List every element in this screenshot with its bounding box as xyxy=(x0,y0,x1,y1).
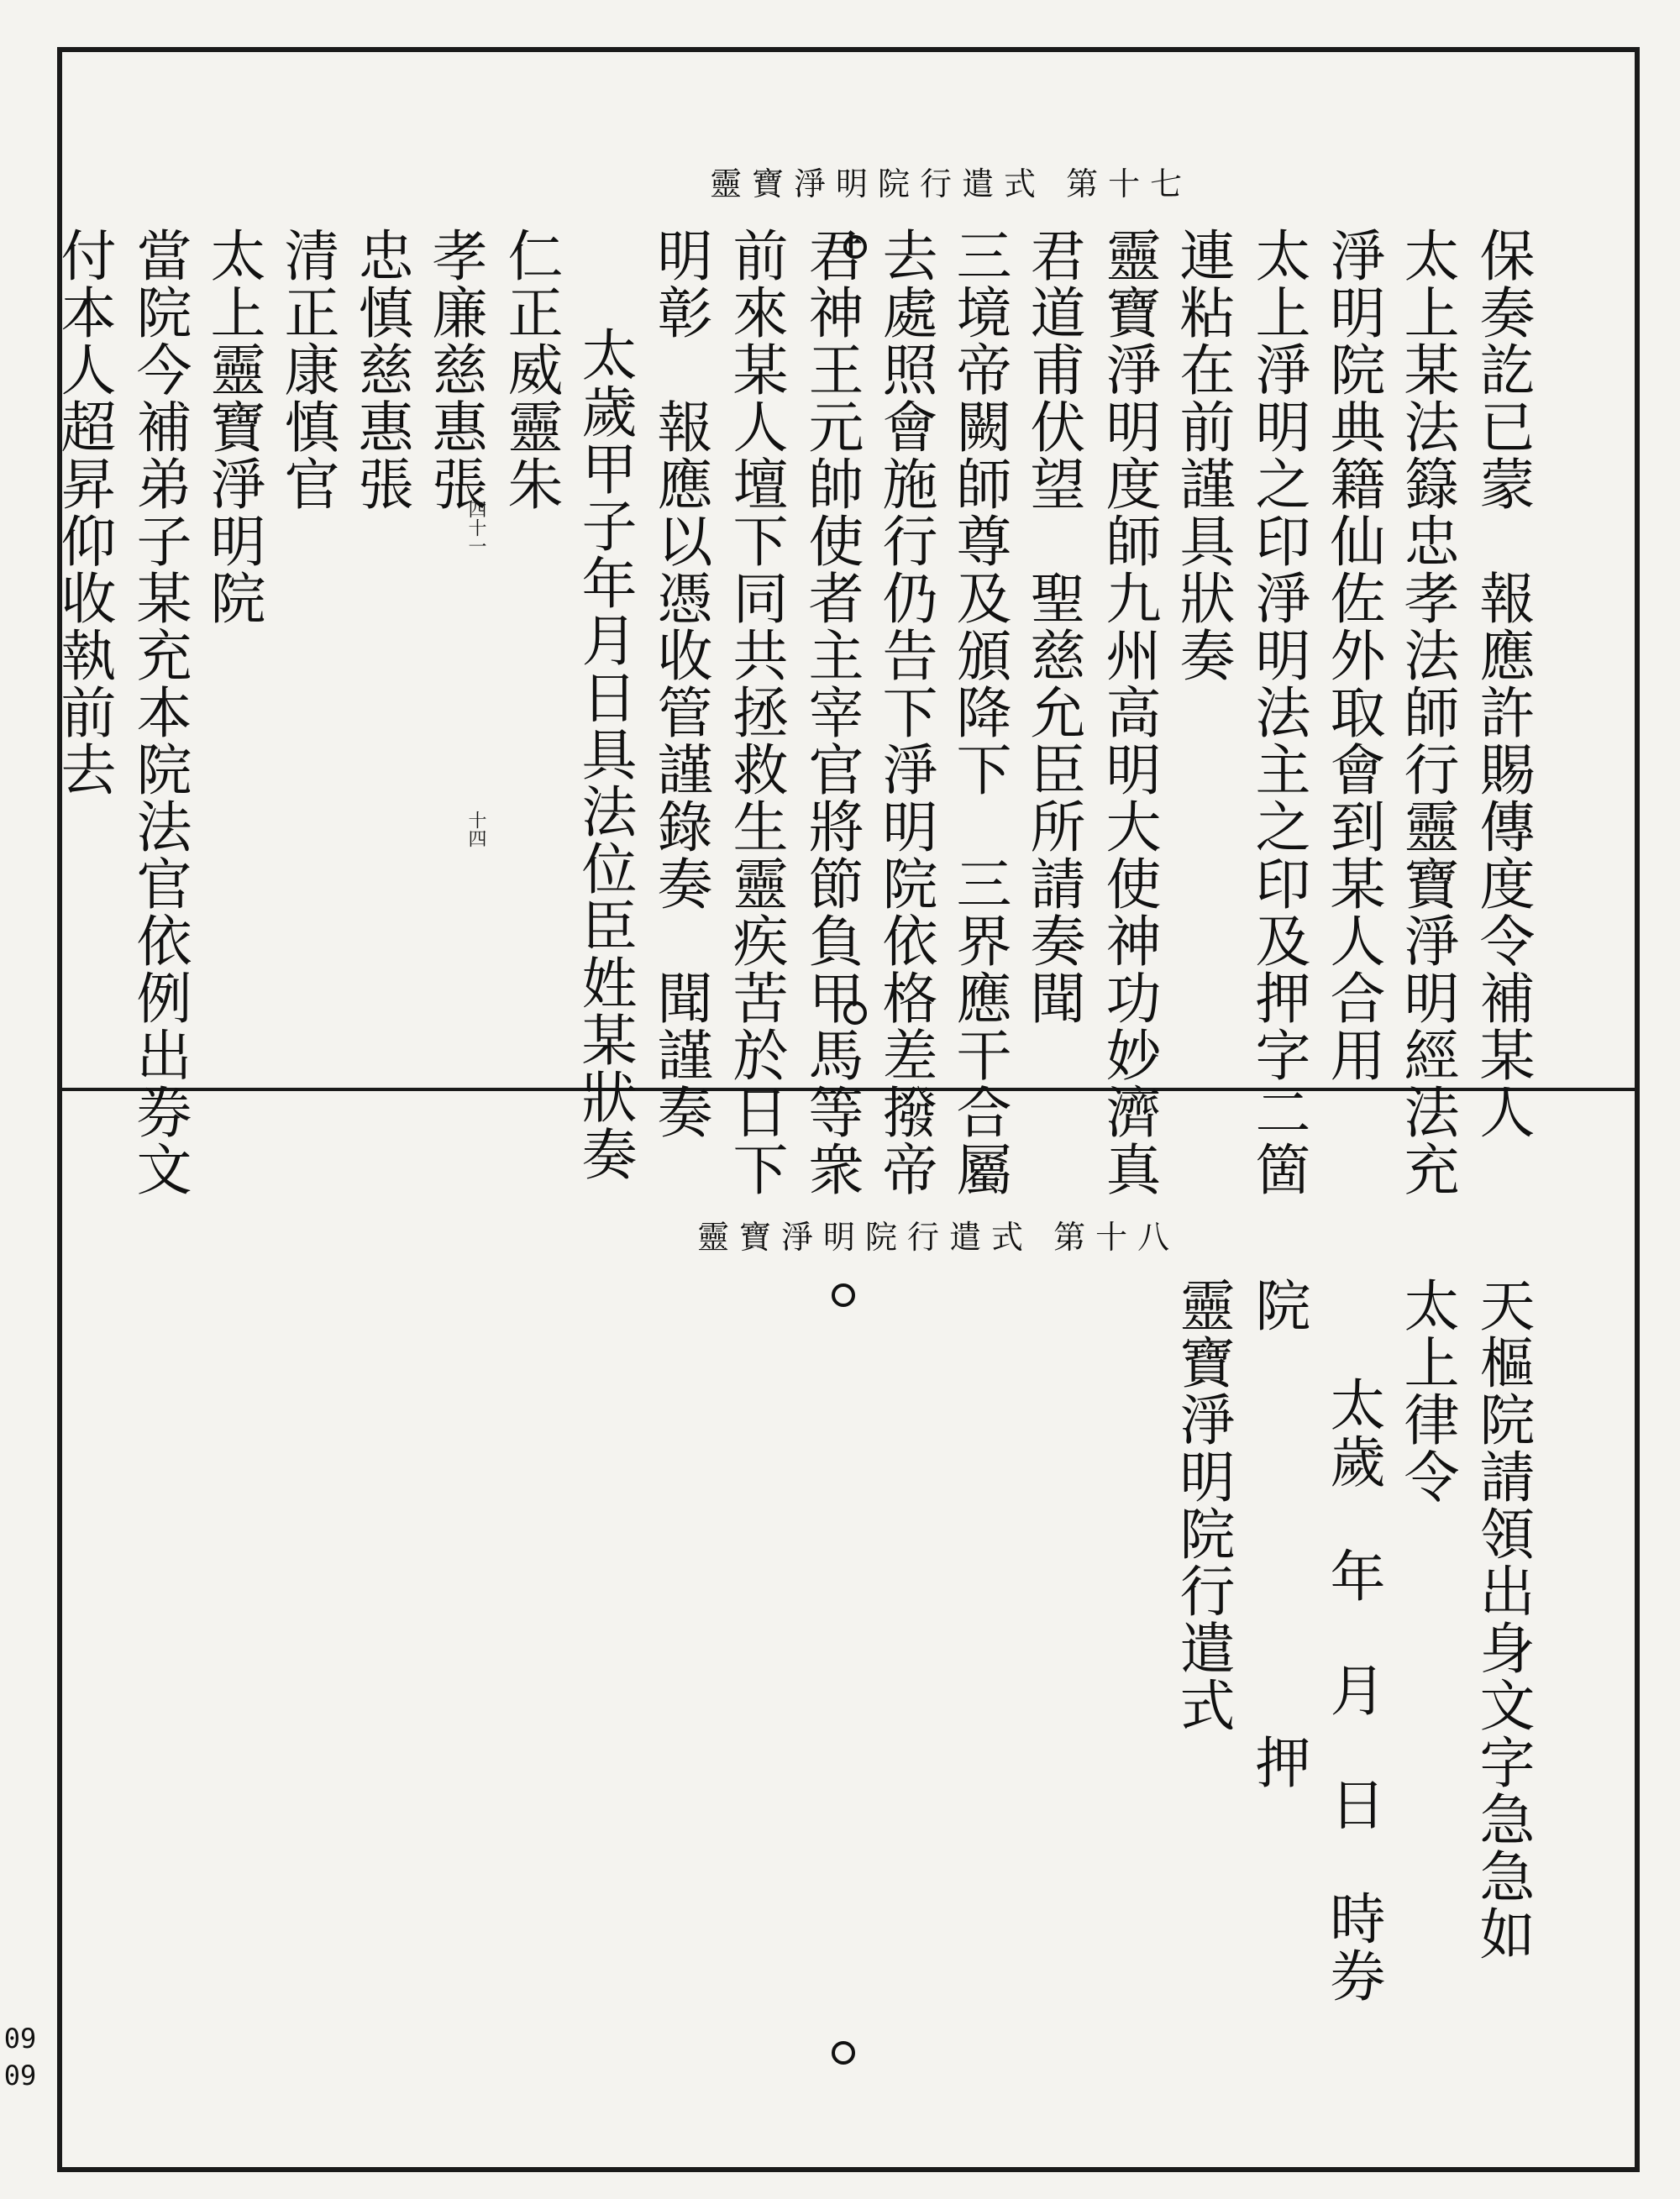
upper-column-3: 淨明院典籍仙佐外取會到某人合用 xyxy=(1320,227,1385,1084)
upper-column-15: 孝廉慈惠張 xyxy=(423,227,487,512)
upper-column-8: 三境帝闕師尊及頒降下 三界應干合屬 xyxy=(947,227,1011,1198)
lower-column-4: 院 押 xyxy=(1246,1277,1310,1791)
upper-column-14: 仁正威靈朱 xyxy=(498,227,563,512)
upper-column-11: 前來某人壇下同共拯救生靈疾苦於日下 xyxy=(723,227,788,1198)
upper-column-10: 君神王元帥使者主宰官將節負甲馬等衆 xyxy=(799,227,864,1198)
lower-column-5: 靈寶淨明院行遣式 xyxy=(1170,1277,1235,1734)
lower-column-2: 太上律令 xyxy=(1394,1277,1459,1505)
upper-header: 靈寶淨明院行遣式 第十七 xyxy=(710,165,1193,202)
lower-header: 靈寶淨明院行遣式 第十八 xyxy=(697,1219,1180,1256)
binding-hole-marker xyxy=(843,1001,867,1025)
upper-column-20: 付本人超昇仰收執前去 xyxy=(51,227,116,798)
upper-column-12: 明彰 報應以憑收管謹錄奏 聞謹奏 xyxy=(648,227,712,1141)
binding-hole-marker xyxy=(843,235,867,259)
upper-column-4: 太上淨明之印淨明法主之印及押字二箇 xyxy=(1246,227,1310,1198)
upper-column-7: 君道甫伏望 聖慈允臣所請奏聞 xyxy=(1021,227,1085,1026)
page-number: 0909 xyxy=(3,2023,37,2091)
upper-column-6: 靈寶淨明度師九州高明大使神功妙濟真 xyxy=(1096,227,1161,1198)
upper-column-16: 忠慎慈惠張 xyxy=(349,227,413,512)
upper-note-1: 四十一 xyxy=(465,500,486,555)
upper-column-1: 保奏訖已蒙 報應許賜傳度令補某人 xyxy=(1470,227,1535,1141)
binding-hole-marker xyxy=(832,1283,855,1307)
binding-hole-marker xyxy=(832,2041,855,2065)
upper-column-2: 太上某法籙忠孝法師行靈寶淨明經法充 xyxy=(1394,227,1459,1198)
upper-note-2: 十四 xyxy=(465,811,486,848)
upper-column-9: 去處照會施行仍告下淨明院依格差撥帝 xyxy=(873,227,937,1198)
upper-column-19: 當院今補弟子某充本院法官依例出券文 xyxy=(127,227,192,1198)
upper-column-17: 清正康慎官 xyxy=(275,227,339,512)
lower-column-1: 天樞院請領出身文字急急如 xyxy=(1470,1277,1535,1962)
lower-column-3: 太歲 年 月 日 時券 xyxy=(1320,1319,1385,2004)
upper-column-5: 連粘在前謹具狀奏 xyxy=(1170,227,1235,684)
upper-column-18: 太上靈寶淨明院 xyxy=(201,227,265,627)
upper-column-13: 太歲甲子年月日具法位臣姓某狀奏 xyxy=(572,269,637,1183)
